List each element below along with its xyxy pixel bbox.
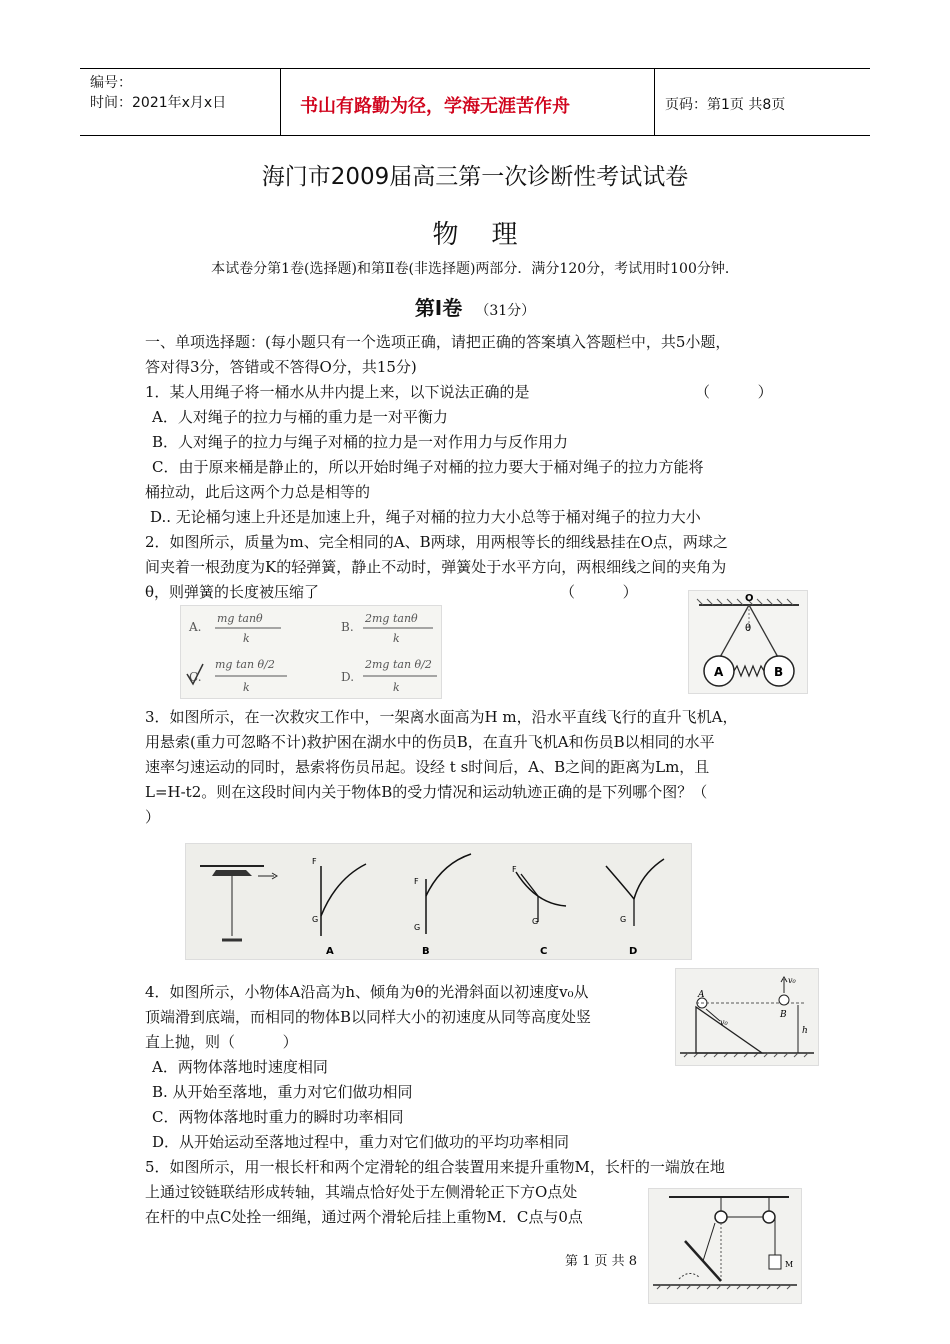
q2-opt-b-num: 2mg tanθ: [365, 612, 418, 625]
q1-option-b: B．人对绳子的拉力与绳子对桶的拉力是一对作用力与反作用力: [152, 433, 569, 451]
q4-line-3: 直上抛，则（ ）: [145, 1033, 298, 1051]
q2-figure: [688, 590, 808, 694]
q1-stem: 1．某人用绳子将一桶水从井内提上来，以下说法正确的是: [145, 383, 530, 401]
q2-options-figure: [180, 605, 442, 699]
q3-line-3: 速率匀速运动的同时，悬索将伤员吊起。设经 t s时间后，A、B之间的距离为Lm，且: [145, 758, 710, 776]
q5-fig-m: M: [785, 1260, 794, 1269]
q3-fig-label-d: D: [629, 946, 638, 957]
q4-fig-v0-a: v₀: [720, 1018, 728, 1027]
q4-line-1: 4．如图所示，小物体A沿高为h、倾角为θ的光滑斜面以初速度v₀从: [145, 983, 589, 1001]
q3-fig-d-g: G: [620, 915, 627, 924]
q1-answer-paren: （ ）: [695, 383, 773, 401]
q5-line-1: 5．如图所示，用一根长杆和两个定滑轮的组合装置用来提升重物M，长杆的一端放在地: [145, 1158, 725, 1176]
q3-figure: [185, 843, 692, 960]
q4-option-a: A．两物体落地时速度相同: [152, 1058, 328, 1076]
q3-fig-c-g: G: [532, 917, 539, 926]
date-label: 时间：2021年x月x日: [90, 95, 227, 111]
q2-opt-c-label: C.: [189, 670, 202, 684]
q5-line-3: 在杆的中点C处拴一细绳，通过两个滑轮后挂上重物M．C点与0点: [145, 1208, 583, 1226]
serial-label: 编号：: [90, 75, 132, 91]
q2-line-1: 2．如图所示，质量为m、完全相同的A、B两球，用两根等长的细线悬挂在O点，两球之: [145, 533, 728, 551]
q3-fig-label-c: C: [540, 946, 548, 957]
q2-opt-a-label: A.: [189, 620, 202, 634]
q2-fig-b: B: [774, 665, 784, 679]
q3-fig-c-f: F: [512, 865, 517, 874]
q2-fig-a: A: [714, 665, 724, 679]
q4-fig-h: h: [802, 1026, 808, 1036]
q3-fig-label-b: B: [422, 946, 430, 957]
q3-fig-b-g: G: [414, 923, 421, 932]
document-title: 海门市2009届高三第一次诊断性考试试卷: [261, 164, 689, 190]
page-code: 页码：第1页 共8页: [665, 97, 786, 113]
q2-opt-c-num: mg tan θ/2: [215, 658, 275, 671]
instructions-line-1: 一、单项选择题：(每小题只有一个选项正确，请把正确的答案填入答题栏中，共5小题，: [145, 333, 731, 351]
q2-opt-c-den: k: [243, 681, 250, 694]
q1-option-c-line2: 桶拉动，此后这两个力总是相等的: [145, 483, 371, 501]
q2-opt-a-den: k: [243, 632, 250, 645]
q4-option-c: C．两物体落地时重力的瞬时功率相同: [152, 1108, 404, 1126]
subject-title: 物 理: [432, 220, 518, 250]
q3-line-1: 3．如图所示，在一次救灾工作中，一架离水面高为H m，沿水平直线飞行的直升飞机A，: [145, 708, 738, 726]
q2-opt-b-den: k: [393, 632, 400, 645]
q2-opt-b-label: B.: [341, 620, 354, 634]
q4-fig-b: B: [780, 1010, 787, 1020]
q4-line-2: 顶端滑到底端，而相同的物体B以同样大小的初速度从同等高度处竖: [145, 1008, 592, 1026]
q5-figure: [648, 1188, 802, 1304]
q2-fig-o: O: [745, 593, 754, 604]
q3-line-4: L=H-t2。则在这段时间内关于物体B的受力情况和运动轨迹正确的是下列哪个图？（: [145, 783, 708, 801]
q2-opt-d-den: k: [393, 681, 400, 694]
q3-fig-b-f: F: [414, 877, 419, 886]
q3-line-2: 用悬索(重力可忽略不计)救护困在湖水中的伤员B，在直升飞机A和伤员B以相同的水平: [145, 733, 715, 751]
q2-answer-paren: （ ）: [560, 583, 638, 601]
q4-figure: [675, 968, 819, 1066]
q2-line-2: 间夹着一根劲度为K的轻弹簧，静止不动时，弹簧处于水平方向，两根细线之间的夹角为: [145, 558, 727, 576]
q3-fig-a-f: F: [312, 857, 317, 866]
q2-opt-d-num: 2mg tan θ/2: [365, 658, 432, 671]
q2-line-3: θ，则弹簧的长度被压缩了: [145, 583, 320, 601]
q3-line-5: ）: [145, 808, 161, 826]
exam-intro: 本试卷分第1卷(选择题)和第Ⅱ卷(非选择题)两部分．满分120分，考试用时100分钟．: [211, 261, 739, 277]
q4-fig-v0-b: v₀: [788, 976, 796, 985]
section-heading: [0, 292, 950, 321]
footer-page: 第 1 页 共 8: [565, 1254, 638, 1269]
section-score: （31分）: [475, 303, 536, 319]
q1-option-a: A．人对绳子的拉力与桶的重力是一对平衡力: [152, 408, 448, 426]
q4-fig-a: A: [698, 990, 705, 1000]
q3-fig-a-g: G: [312, 915, 319, 924]
q1-option-c-line1: C．由于原来桶是静止的，所以开始时绳子对桶的拉力要大于桶对绳子的拉力方能将: [152, 458, 704, 476]
motto: 书山有路勤为径，学海无涯苦作舟: [300, 96, 570, 117]
q3-fig-label-a: A: [326, 946, 334, 957]
section-title: 第Ⅰ卷: [414, 296, 463, 320]
q5-line-2: 上通过铰链联结形成转轴，其端点恰好处于左侧滑轮正下方O点处: [145, 1183, 578, 1201]
q4-option-b: B. 从开始至落地，重力对它们做功相同: [152, 1083, 413, 1101]
q4-option-d: D．从开始运动至落地过程中，重力对它们做功的平均功率相同: [152, 1133, 570, 1151]
instructions-line-2: 答对得3分，答错或不答得O分，共15分): [145, 358, 417, 376]
q2-opt-a-num: mg tanθ: [217, 612, 263, 625]
q2-fig-theta: θ: [745, 623, 752, 634]
q1-option-d: D.. 无论桶匀速上升还是加速上升，绳子对桶的拉力大小总等于桶对绳子的拉力大小: [150, 508, 701, 526]
q2-opt-d-label: D.: [341, 670, 355, 684]
